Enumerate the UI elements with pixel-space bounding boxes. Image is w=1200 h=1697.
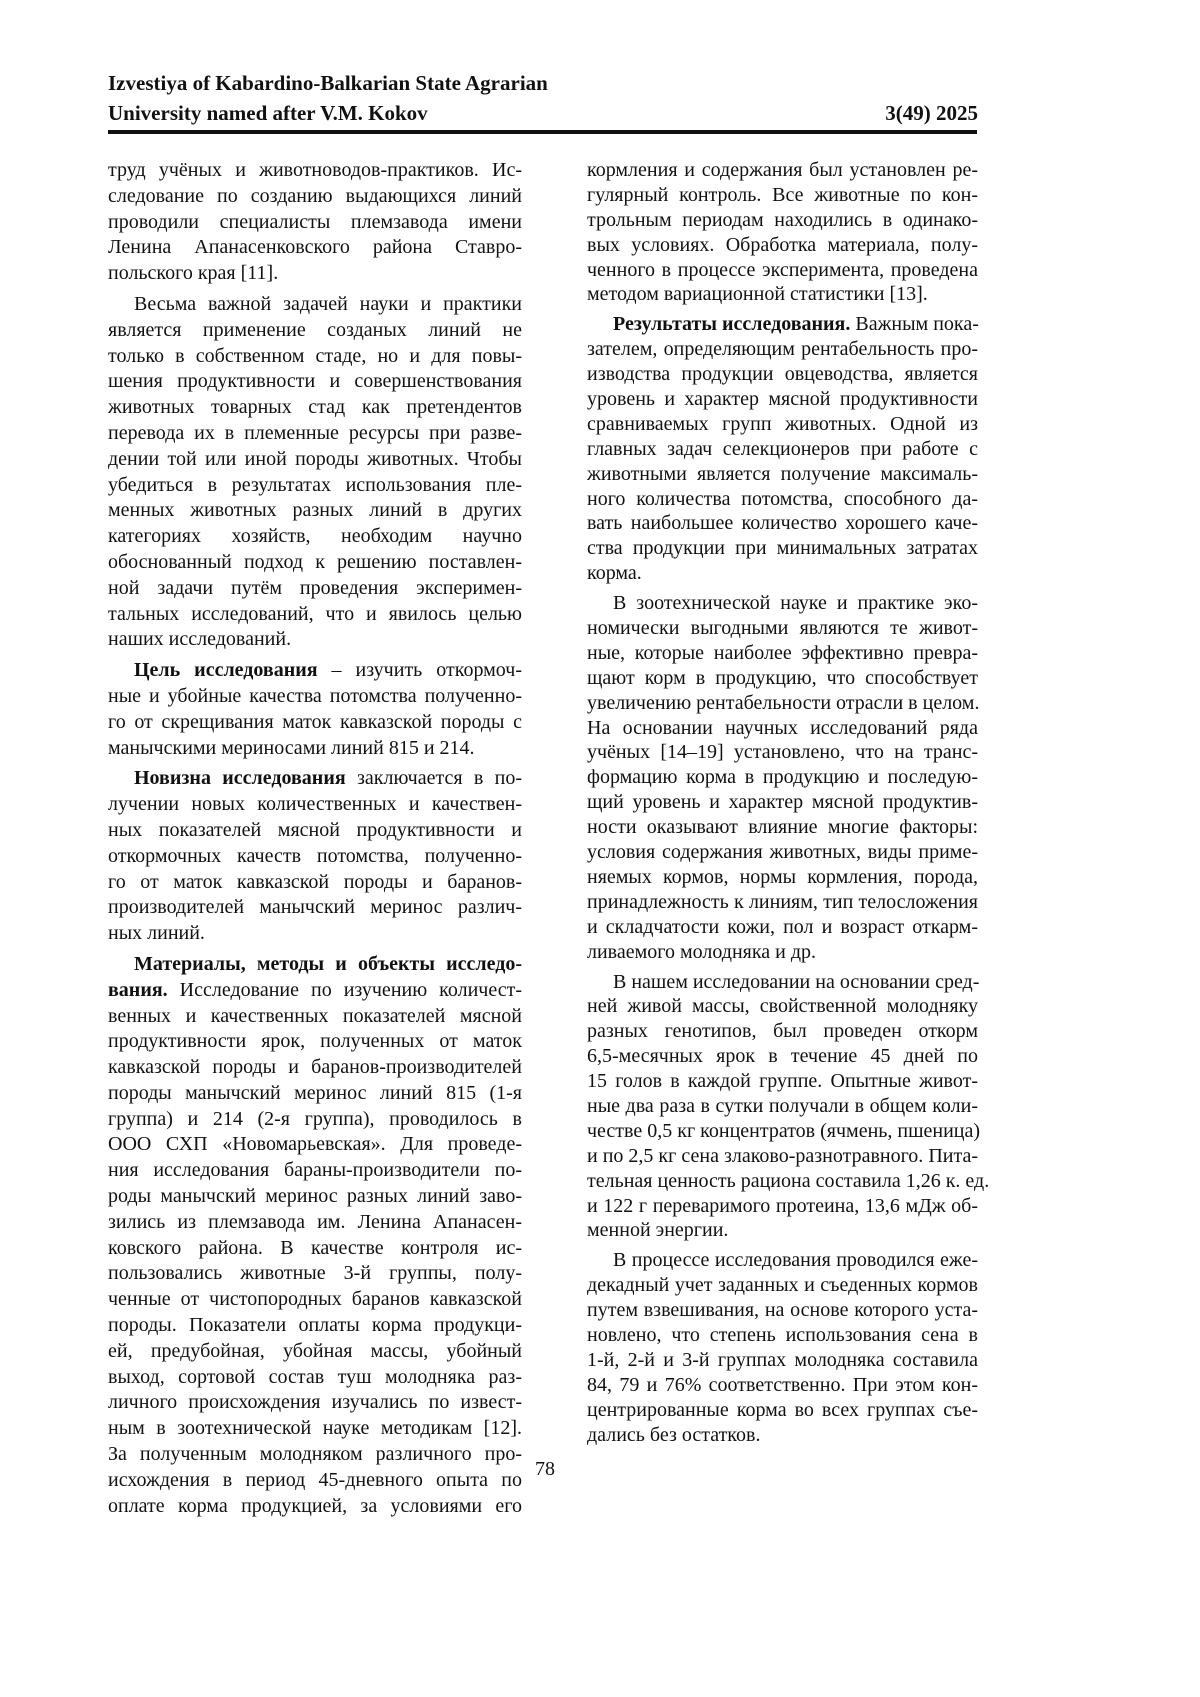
paragraph — [108, 952, 522, 1520]
text-line: ных линий. — [108, 921, 522, 947]
text-line: Весьма важной задачей науки и практики — [108, 292, 522, 318]
text-line: менных животных разных линий в других — [108, 498, 522, 524]
text-line — [108, 952, 522, 978]
text-line: менной энергии. — [587, 1218, 978, 1243]
text-line: тальных исследований, что и явилось целью — [108, 602, 522, 628]
text-line: ливаемого молодняка и др. — [587, 940, 978, 965]
text-line: ного количества потомства, способного да- — [587, 487, 978, 512]
text-run: – изучить откормоч- — [318, 659, 522, 681]
text-line: На основании научных исследований ряда — [587, 716, 978, 741]
text-run: Важным пока- — [850, 313, 979, 335]
text-line: трольным периодам находились в одинако- — [587, 208, 978, 233]
text-line — [108, 978, 522, 1004]
text-line: убедиться в результатах использования пле- — [108, 473, 522, 499]
paragraph — [587, 1248, 978, 1447]
issue-number: 3(49) 2025 — [885, 98, 978, 128]
text-line: 1-й, 2-й и 3-й группах молодняка составила — [587, 1348, 978, 1373]
text-line: ности оказывают влияние многие факторы: — [587, 815, 978, 840]
text-line: За полученным молодняком различного про- — [108, 1442, 522, 1468]
text-line: номически выгодными являются те живот- — [587, 616, 978, 641]
text-line: вых условиях. Обработка материала, полу- — [587, 233, 978, 258]
paragraph — [587, 158, 978, 307]
text-run: заключается в по- — [346, 767, 522, 789]
text-line: является применение созданых линий не — [108, 318, 522, 344]
text-line: щий уровень и характер мясной продуктив- — [587, 790, 978, 815]
section-heading: вания. — [108, 979, 168, 1001]
text-line: пользовались животные 3-й группы, полу- — [108, 1261, 522, 1287]
section-heading: Результаты исследования. — [613, 313, 850, 335]
right-column — [587, 158, 978, 1447]
text-line: ей, предубойная, убойная массы, убойный — [108, 1339, 522, 1365]
text-line — [108, 658, 522, 684]
text-line: принадлежность к линиям, тип телосложения — [587, 890, 978, 915]
text-line: венных и качественных показателей мясной — [108, 1004, 522, 1030]
text-line: няемых кормов, нормы кормления, порода, — [587, 865, 978, 890]
text-line: В процессе исследования проводился еже- — [587, 1248, 978, 1273]
paragraph — [587, 312, 978, 586]
text-line: центрированные корма во всех группах съе- — [587, 1398, 978, 1423]
text-line: корма. — [587, 561, 978, 586]
journal-title-line2: University named after V.M. Kokov — [108, 98, 978, 128]
header-rule — [108, 130, 977, 134]
text-line — [108, 766, 522, 792]
text-line: производителей манычский меринос различ- — [108, 895, 522, 921]
text-line: животных товарных стад как претендентов — [108, 395, 522, 421]
text-line: декадный учет заданных и съеденных кормов — [587, 1273, 978, 1298]
text-line: увеличению рентабельности отрасли в целом. — [587, 691, 978, 716]
text-line — [587, 312, 978, 337]
text-line: кавказской породы и баранов-производителей — [108, 1055, 522, 1081]
text-line: кормления и содержания был установлен ре- — [587, 158, 978, 183]
paragraph — [108, 158, 522, 287]
text-line: животными является получение максималь- — [587, 462, 978, 487]
text-line: шения продуктивности и совершенствования — [108, 369, 522, 395]
text-line: го от маток кавказской породы и баранов- — [108, 870, 522, 896]
text-line: откормочных качеств потомства, полученно- — [108, 844, 522, 870]
text-line: и по 2,5 кг сена злаково-разнотравного. Пита- — [587, 1144, 978, 1169]
text-line: ства продукции при минимальных затратах — [587, 536, 978, 561]
text-line: категориях хозяйств, необходим научно — [108, 524, 522, 550]
text-line: 15 голов в каждой группе. Опытные живот- — [587, 1069, 978, 1094]
text-line: ным в зоотехнической науке методикам [12]. — [108, 1416, 522, 1442]
text-line: ных показателей мясной продуктивности и — [108, 818, 522, 844]
text-line: роды манычский меринос разных линий заво- — [108, 1184, 522, 1210]
text-line: ченного в процессе эксперимента, проведена — [587, 258, 978, 283]
journal-title-line1: Izvestiya of Kabardino-Balkarian State Agrarian — [108, 68, 978, 98]
text-line: разных генотипов, был проведен откорм — [587, 1019, 978, 1044]
section-heading: Новизна исследования — [134, 767, 346, 789]
paragraph — [108, 292, 522, 653]
text-line: манычскими мериносами линий 815 и 214. — [108, 736, 522, 762]
text-line: путем взвешивания, на основе которого уста- — [587, 1298, 978, 1323]
text-line: следование по созданию выдающихся линий — [108, 184, 522, 210]
text-line: Ленина Апанасенковского района Ставро- — [108, 235, 522, 261]
text-line: породы. Показатели оплаты корма продукци- — [108, 1313, 522, 1339]
text-line: честве 0,5 кг концентратов (ячмень, пшеница) — [587, 1119, 978, 1144]
text-line: группа) и 214 (2-я группа), проводилось в — [108, 1107, 522, 1133]
text-line: учёных [14–19] установлено, что на транс- — [587, 740, 978, 765]
text-line: ООО СХП «Новомарьевская». Для проведе- — [108, 1132, 522, 1158]
text-line: оплате корма продукцией, за условиями его — [108, 1494, 522, 1520]
text-line: методом вариационной статистики [13]. — [587, 282, 978, 307]
text-line: ней живой массы, свойственной молодняку — [587, 994, 978, 1019]
text-line: ковского района. В качестве контроля ис- — [108, 1236, 522, 1262]
paragraph — [108, 766, 522, 947]
paragraph — [108, 658, 522, 761]
text-line: продуктивности ярок, полученных от маток — [108, 1029, 522, 1055]
text-line: дении той или иной породы животных. Чтобы — [108, 447, 522, 473]
text-line: главных задач селекционеров при работе с — [587, 437, 978, 462]
text-line: зились из племзавода им. Ленина Апанасен- — [108, 1210, 522, 1236]
text-line: и складчатости кожи, пол и возраст откарм- — [587, 915, 978, 940]
text-line: проводили специалисты племзавода имени — [108, 210, 522, 236]
text-line: исхождения в период 45-дневного опыта по — [108, 1468, 522, 1494]
text-line: только в собственном стаде, но и для повы- — [108, 344, 522, 370]
page-number: 78 — [0, 1458, 1090, 1481]
text-line: лучении новых количественных и качествен- — [108, 792, 522, 818]
text-line: ные и убойные качества потомства полученно- — [108, 684, 522, 710]
text-line: обоснованный подход к решению поставлен- — [108, 550, 522, 576]
text-line: В нашем исследовании на основании сред- — [587, 970, 978, 995]
text-line: 6,5-месячных ярок в течение 45 дней по — [587, 1044, 978, 1069]
text-line: ной задачи путём проведения эксперимен- — [108, 576, 522, 602]
paragraph — [587, 970, 978, 1244]
text-line: ченные от чистопородных баранов кавказской — [108, 1287, 522, 1313]
text-line: гулярный контроль. Все животные по кон- — [587, 183, 978, 208]
text-line: выход, сортовой состав туш молодняка раз- — [108, 1365, 522, 1391]
text-run: Исследование по изучению количест- — [168, 979, 522, 1001]
text-line: дались без остатков. — [587, 1423, 978, 1448]
text-line: новлено, что степень использования сена в — [587, 1323, 978, 1348]
text-line: вать наибольшее количество хорошего каче- — [587, 511, 978, 536]
text-line: уровень и характер мясной продуктивности — [587, 387, 978, 412]
text-line: личного происхождения изучались по извест- — [108, 1390, 522, 1416]
section-heading: Цель исследования — [134, 659, 318, 681]
text-line: изводства продукции овцеводства, является — [587, 362, 978, 387]
text-line: условия содержания животных, виды приме- — [587, 840, 978, 865]
text-line: формацию корма в продукцию и последую- — [587, 765, 978, 790]
text-line: 84, 79 и 76% соответственно. При этом кон- — [587, 1373, 978, 1398]
text-line: го от скрещивания маток кавказской породы с — [108, 710, 522, 736]
text-line: сравниваемых групп животных. Одной из — [587, 412, 978, 437]
section-heading: Материалы, методы и объекты исследо- — [134, 953, 522, 975]
text-line: зателем, определяющим рентабельность про- — [587, 337, 978, 362]
text-line: ные два раза в сутки получали в общем коли- — [587, 1094, 978, 1119]
paragraph — [587, 591, 978, 964]
running-header — [108, 68, 978, 128]
text-line: В зоотехнической науке и практике эко- — [587, 591, 978, 616]
text-line: перевода их в племенные ресурсы при разве- — [108, 421, 522, 447]
text-line: щают корм в продукцию, что способствует — [587, 666, 978, 691]
text-line: породы манычский меринос линий 815 (1-я — [108, 1081, 522, 1107]
text-line: наших исследований. — [108, 627, 522, 653]
left-column — [108, 158, 522, 1519]
text-line: и 122 г переваримого протеина, 13,6 мДж об- — [587, 1194, 978, 1219]
text-line: труд учёных и животноводов-практиков. Ис- — [108, 158, 522, 184]
text-line: тельная ценность рациона составила 1,26 к. ед. — [587, 1169, 978, 1194]
text-line: польского края [11]. — [108, 261, 522, 287]
text-line: ния исследования бараны-производители по- — [108, 1158, 522, 1184]
text-line: ные, которые наиболее эффективно превра- — [587, 641, 978, 666]
